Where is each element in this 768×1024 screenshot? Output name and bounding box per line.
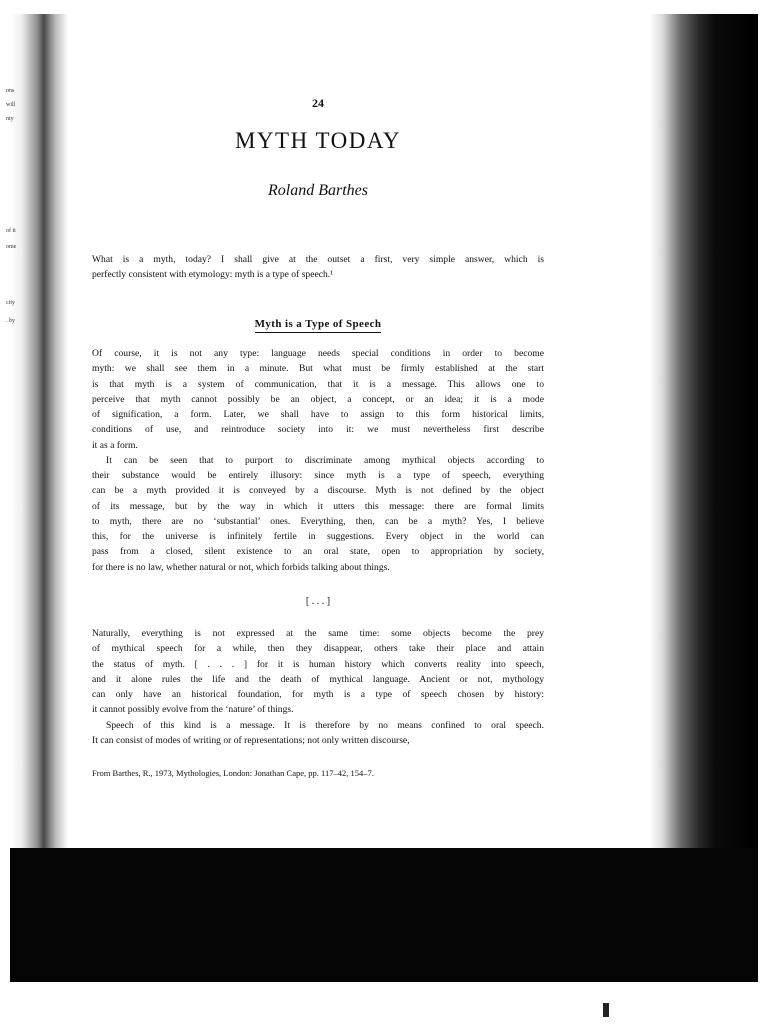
bleed-through-text: will — [6, 102, 16, 108]
text-line: pass from a closed, silent existence to an oral state, open to appropriation by society, — [92, 546, 544, 558]
text-line: their substance would be entirely illusory: since myth is a type of speech, everything — [92, 470, 544, 481]
bleed-through-text: of it — [6, 228, 16, 234]
bleed-through-text: city — [6, 300, 15, 306]
text-line: perceive that myth cannot possibly be an object, a concept, or an idea; it is a mode — [92, 393, 544, 405]
source-citation: From Barthes, R., 1973, Mythologies, London: Jonathan Cape, pp. 117–42, 154–7. — [92, 768, 374, 778]
text-line: can be a myth provided it is conveyed by a discourse. Myth is not defined by the object — [92, 485, 544, 497]
text-line: Of course, it is not any type: language needs special conditions in order to become — [92, 348, 544, 359]
text-line: it cannot possibly evolve from the ‘nature’ of things. — [92, 704, 294, 716]
paragraph — [92, 718, 544, 749]
bleed-through-text: nty — [6, 116, 14, 122]
text-line: of its message, but by the way in which it utters this message: there are formal limits — [92, 500, 544, 512]
text-line: It can consist of modes of writing or of representations; not only written discourse, — [92, 734, 410, 746]
text-line: What is a myth, today? I shall give at the outset a first, very simple answer, which is — [92, 254, 544, 265]
scan-artifact — [603, 1003, 609, 1017]
text-line: for there is no law, whether natural or not, which forbids talking about things. — [92, 561, 390, 573]
text-line: of signification, a form. Later, we shall have to assign to this form historical limits, — [92, 409, 544, 420]
text-line: conditions of use, and reintroduce society into it: we must nevertheless first describe — [92, 424, 544, 436]
scanner-bed-shadow — [10, 848, 758, 982]
text-line: is that myth is a system of communication, that it is a message. This allows one to — [92, 378, 544, 390]
text-line: It can be seen that to purport to discriminate among mythical objects according to — [106, 454, 544, 466]
paragraph — [92, 626, 544, 718]
book-gutter-shadow — [10, 14, 68, 864]
body-text-block — [92, 626, 544, 748]
text-line: the status of myth. [ . . . ] for it is human history which converts reality into speech, — [92, 658, 544, 670]
text-line: Speech of this kind is a message. It is therefore by no means confined to oral speech. — [106, 719, 544, 731]
text-line: can only have an historical foundation, for myth is a type of speech chosen by history: — [92, 689, 544, 700]
paragraph — [92, 346, 544, 453]
text-line: Naturally, everything is not expressed at the same time: some objects become the prey — [92, 628, 544, 639]
bleed-through-text: ome — [6, 244, 17, 250]
page-title: MYTH TODAY — [234, 128, 402, 153]
text-line: and it alone rules the life and the death of mythical language. Ancient or not, mythology — [92, 673, 544, 685]
bleed-through-text: . by — [6, 318, 15, 324]
text-line: perfectly consistent with etymology: myth is a type of speech.¹ — [92, 269, 334, 281]
chapter-number: 24 — [312, 96, 324, 110]
text-line: of mythical speech for a while, then they disappear, others take their place and attain — [92, 643, 544, 655]
text-line: this, for the universe is infinitely fertile in suggestions. Every object in the world can — [92, 531, 544, 542]
text-line: myth: we shall see them in a minute. But what must be firmly established at the start — [92, 363, 544, 375]
omission-marker: [ . . . ] — [305, 596, 331, 607]
author-name: Roland Barthes — [268, 182, 368, 199]
right-page-shadow — [650, 14, 758, 864]
bleed-through-text: ons — [6, 88, 15, 94]
intro-paragraph — [92, 252, 544, 283]
text-line: it as a form. — [92, 439, 138, 451]
section-heading: Myth is a Type of Speech — [255, 318, 382, 333]
text-line: to myth, there are no ‘substantial’ ones. Everything, then, can be a myth? Yes, I believe — [92, 515, 544, 527]
body-text-block — [92, 346, 544, 575]
paragraph — [92, 453, 544, 575]
